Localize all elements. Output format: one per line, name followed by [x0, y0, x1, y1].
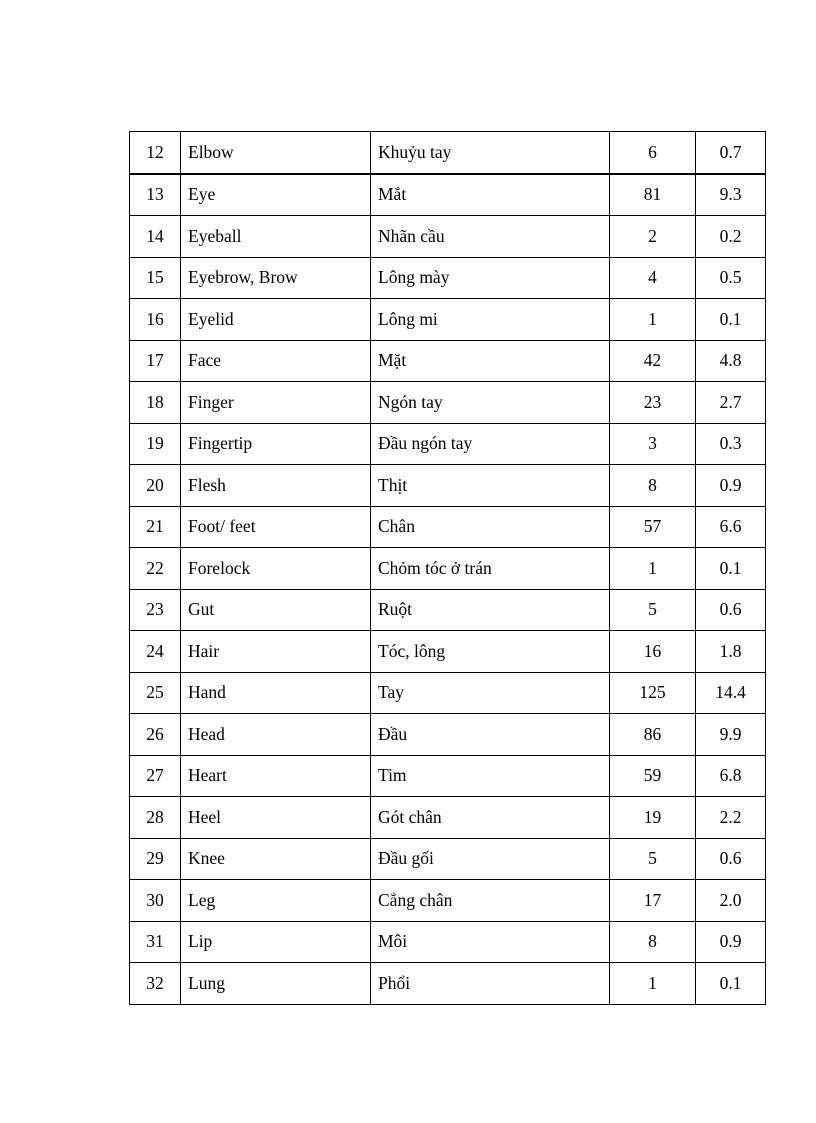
percentage-cell: 0.2 [696, 216, 766, 258]
english-term-cell: Finger [181, 382, 371, 424]
vietnamese-term-cell: Phổi [371, 963, 610, 1005]
percentage-cell: 0.9 [696, 465, 766, 507]
frequency-cell: 1 [610, 548, 696, 590]
english-term-cell: Eyeball [181, 216, 371, 258]
row-number-cell: 32 [130, 963, 181, 1005]
vietnamese-term-cell: Nhãn cầu [371, 216, 610, 258]
table-row [130, 797, 766, 839]
percentage-cell: 0.1 [696, 548, 766, 590]
table-row [130, 174, 766, 216]
vietnamese-term-cell: Tay [371, 672, 610, 714]
english-term-cell: Hair [181, 631, 371, 673]
frequency-cell: 19 [610, 797, 696, 839]
table-row [130, 382, 766, 424]
row-number-cell: 31 [130, 921, 181, 963]
frequency-cell: 1 [610, 963, 696, 1005]
table-row [130, 921, 766, 963]
english-term-cell: Face [181, 340, 371, 382]
table-row [130, 548, 766, 590]
english-term-cell: Lung [181, 963, 371, 1005]
vietnamese-term-cell: Tóc, lông [371, 631, 610, 673]
percentage-cell: 0.3 [696, 423, 766, 465]
table-row [130, 132, 766, 174]
english-term-cell: Flesh [181, 465, 371, 507]
english-term-cell: Lip [181, 921, 371, 963]
row-number-cell: 13 [130, 174, 181, 216]
row-number-cell: 24 [130, 631, 181, 673]
row-number-cell: 14 [130, 216, 181, 258]
frequency-cell: 16 [610, 631, 696, 673]
vietnamese-term-cell: Ruột [371, 589, 610, 631]
table-row [130, 880, 766, 922]
row-number-cell: 28 [130, 797, 181, 839]
vietnamese-term-cell: Cẳng chân [371, 880, 610, 922]
english-term-cell: Heart [181, 755, 371, 797]
english-term-cell: Eye [181, 174, 371, 216]
table-row [130, 963, 766, 1005]
percentage-cell: 0.6 [696, 838, 766, 880]
frequency-cell: 1 [610, 299, 696, 341]
frequency-cell: 125 [610, 672, 696, 714]
row-number-cell: 23 [130, 589, 181, 631]
percentage-cell: 2.7 [696, 382, 766, 424]
row-number-cell: 19 [130, 423, 181, 465]
table-row [130, 631, 766, 673]
english-term-cell: Leg [181, 880, 371, 922]
frequency-cell: 59 [610, 755, 696, 797]
vietnamese-term-cell: Mặt [371, 340, 610, 382]
percentage-cell: 6.8 [696, 755, 766, 797]
percentage-cell: 0.1 [696, 963, 766, 1005]
vietnamese-term-cell: Đầu gối [371, 838, 610, 880]
frequency-cell: 4 [610, 257, 696, 299]
row-number-cell: 12 [130, 132, 181, 174]
english-term-cell: Eyebrow, Brow [181, 257, 371, 299]
english-term-cell: Eyelid [181, 299, 371, 341]
vietnamese-term-cell: Chân [371, 506, 610, 548]
percentage-cell: 0.1 [696, 299, 766, 341]
row-number-cell: 22 [130, 548, 181, 590]
table-row [130, 423, 766, 465]
row-number-cell: 26 [130, 714, 181, 756]
vietnamese-term-cell: Mắt [371, 174, 610, 216]
percentage-cell: 1.8 [696, 631, 766, 673]
english-term-cell: Head [181, 714, 371, 756]
frequency-cell: 5 [610, 589, 696, 631]
body-part-vocabulary-table [129, 131, 766, 1005]
frequency-cell: 5 [610, 838, 696, 880]
table-row [130, 465, 766, 507]
percentage-cell: 2.0 [696, 880, 766, 922]
frequency-cell: 23 [610, 382, 696, 424]
english-term-cell: Gut [181, 589, 371, 631]
percentage-cell: 4.8 [696, 340, 766, 382]
percentage-cell: 14.4 [696, 672, 766, 714]
row-number-cell: 29 [130, 838, 181, 880]
table-row [130, 257, 766, 299]
table-row [130, 714, 766, 756]
frequency-cell: 42 [610, 340, 696, 382]
table-row [130, 672, 766, 714]
table-row [130, 755, 766, 797]
frequency-cell: 8 [610, 465, 696, 507]
percentage-cell: 2.2 [696, 797, 766, 839]
english-term-cell: Heel [181, 797, 371, 839]
vietnamese-term-cell: Tim [371, 755, 610, 797]
row-number-cell: 27 [130, 755, 181, 797]
english-term-cell: Foot/ feet [181, 506, 371, 548]
vietnamese-term-cell: Chỏm tóc ở trán [371, 548, 610, 590]
frequency-cell: 6 [610, 132, 696, 174]
vietnamese-term-cell: Ngón tay [371, 382, 610, 424]
vietnamese-term-cell: Đầu ngón tay [371, 423, 610, 465]
row-number-cell: 18 [130, 382, 181, 424]
frequency-cell: 81 [610, 174, 696, 216]
vietnamese-term-cell: Lông mi [371, 299, 610, 341]
percentage-cell: 0.6 [696, 589, 766, 631]
percentage-cell: 0.5 [696, 257, 766, 299]
table-body [130, 132, 766, 1005]
table-row [130, 506, 766, 548]
percentage-cell: 6.6 [696, 506, 766, 548]
vietnamese-term-cell: Đầu [371, 714, 610, 756]
table-row [130, 216, 766, 258]
table-row [130, 838, 766, 880]
english-term-cell: Elbow [181, 132, 371, 174]
frequency-cell: 3 [610, 423, 696, 465]
vietnamese-term-cell: Thịt [371, 465, 610, 507]
table-row [130, 299, 766, 341]
frequency-cell: 86 [610, 714, 696, 756]
vietnamese-term-cell: Khuỷu tay [371, 132, 610, 174]
vietnamese-term-cell: Lông mày [371, 257, 610, 299]
row-number-cell: 21 [130, 506, 181, 548]
vietnamese-term-cell: Gót chân [371, 797, 610, 839]
row-number-cell: 17 [130, 340, 181, 382]
row-number-cell: 16 [130, 299, 181, 341]
percentage-cell: 9.9 [696, 714, 766, 756]
frequency-cell: 2 [610, 216, 696, 258]
english-term-cell: Knee [181, 838, 371, 880]
table-row [130, 340, 766, 382]
frequency-cell: 57 [610, 506, 696, 548]
frequency-cell: 17 [610, 880, 696, 922]
row-number-cell: 25 [130, 672, 181, 714]
row-number-cell: 20 [130, 465, 181, 507]
row-number-cell: 15 [130, 257, 181, 299]
table-row [130, 589, 766, 631]
percentage-cell: 9.3 [696, 174, 766, 216]
percentage-cell: 0.9 [696, 921, 766, 963]
english-term-cell: Hand [181, 672, 371, 714]
english-term-cell: Fingertip [181, 423, 371, 465]
row-number-cell: 30 [130, 880, 181, 922]
percentage-cell: 0.7 [696, 132, 766, 174]
english-term-cell: Forelock [181, 548, 371, 590]
frequency-cell: 8 [610, 921, 696, 963]
vietnamese-term-cell: Môi [371, 921, 610, 963]
